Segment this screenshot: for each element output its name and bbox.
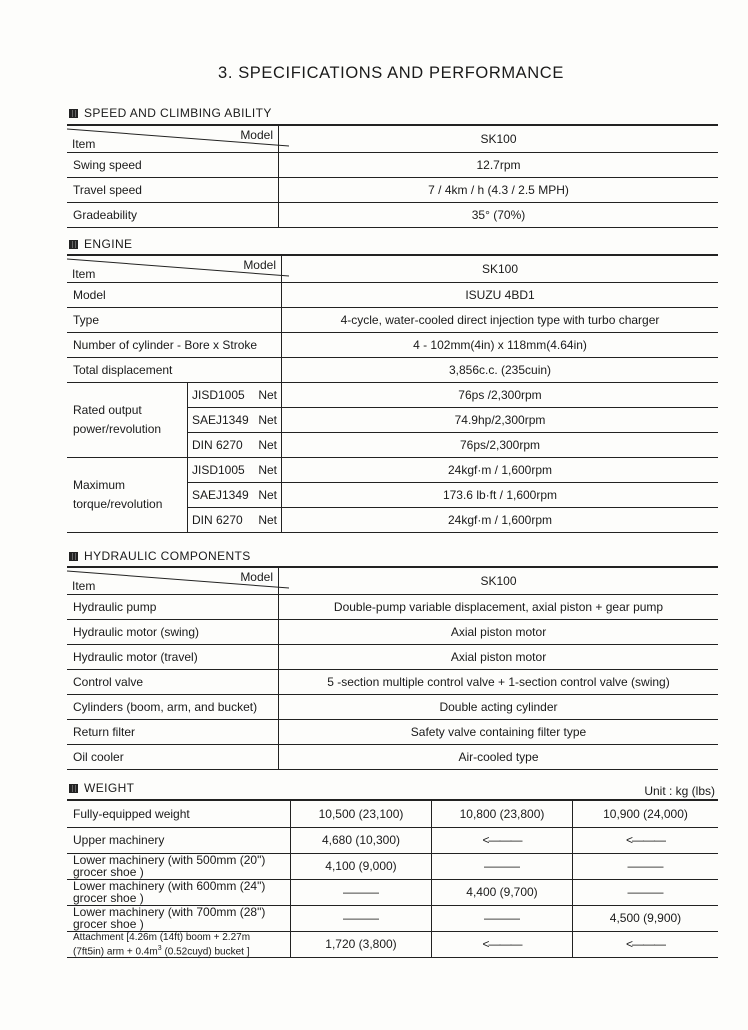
spec-row-label: Hydraulic motor (swing) <box>67 619 279 644</box>
weight-row-label: Lower machinery (with 700mm (28") grocer shoe ) <box>67 905 291 931</box>
spec-row-label: Model <box>67 282 282 307</box>
spec-row-label: Hydraulic motor (travel) <box>67 644 279 669</box>
weight-value: 4,680 (10,300) <box>291 827 432 853</box>
standard-code: SAEJ1349 <box>192 412 249 427</box>
attachment-label <box>67 931 291 957</box>
spec-row-label: Travel speed <box>67 177 279 202</box>
header-model-label: Model <box>240 570 273 584</box>
spec-row-label: Type <box>67 307 282 332</box>
same-as-left-arrow: <——— <box>573 931 719 957</box>
not-applicable-dash: ——— <box>291 879 432 905</box>
square-bullet-icon <box>69 552 78 561</box>
not-applicable-dash: ——— <box>573 853 719 879</box>
attachment-line-2: (7ft5in) arm + $0.4m^3$ (0.52cuyd) bucket ] <box>73 944 250 957</box>
engine-heading-text: ENGINE <box>84 237 133 251</box>
spec-row-value: 24kgf·m / 1,600rpm <box>282 457 719 482</box>
hydraulic-heading <box>69 549 251 563</box>
torque-standard-cell <box>188 482 282 507</box>
engine-header-item-model <box>67 255 282 282</box>
spec-row-label: Return filter <box>67 719 279 744</box>
header-item-label: Item <box>72 578 96 593</box>
hydraulic-table <box>67 566 718 770</box>
net-label: Net <box>258 412 277 427</box>
header-model-label: Model <box>243 258 276 272</box>
speed-heading <box>69 106 272 120</box>
spec-row-value: 74.9hp/2,300rpm <box>282 407 719 432</box>
weight-value: 10,500 (23,100) <box>291 800 432 827</box>
weight-row-label: Upper machinery <box>67 827 291 853</box>
square-bullet-icon <box>69 784 78 793</box>
speed-header-model-value: SK100 <box>279 125 719 152</box>
attachment-line-1: Attachment [4.26m (14ft) boom + 2.27m <box>73 931 251 943</box>
header-model-label: Model <box>240 128 273 142</box>
weight-row-label: Lower machinery (with 600mm (24") grocer shoe ) <box>67 879 291 905</box>
spec-row-value: Axial piston motor <box>279 619 719 644</box>
weight-value: 1,720 (3,800) <box>291 931 432 957</box>
spec-row-value: Axial piston motor <box>279 644 719 669</box>
square-bullet-icon <box>69 109 78 118</box>
speed-header-item-model <box>67 125 279 152</box>
spec-row-label: Oil cooler <box>67 744 279 769</box>
not-applicable-dash: ——— <box>432 905 573 931</box>
spec-row-label: Gradeability <box>67 202 279 227</box>
spec-row-value: 76ps/2,300rpm <box>282 432 719 457</box>
weight-heading <box>69 781 134 795</box>
header-item-label: Item <box>72 136 96 151</box>
same-as-left-arrow: <——— <box>432 827 573 853</box>
rated-standard-cell <box>188 432 282 457</box>
weight-row-label: Fully-equipped weight <box>67 800 291 827</box>
spec-row-label: Total displacement <box>67 357 282 382</box>
weight-row-label: Lower machinery (with 500mm (20") grocer shoe ) <box>67 853 291 879</box>
max-torque-label: Maximum torque/revolution <box>67 457 188 532</box>
spec-row-value: 76ps /2,300rpm <box>282 382 719 407</box>
rated-standard-cell <box>188 407 282 432</box>
spec-row-label: Swing speed <box>67 152 279 177</box>
same-as-left-arrow: <——— <box>573 827 719 853</box>
net-label: Net <box>258 512 277 527</box>
net-label: Net <box>258 387 277 402</box>
not-applicable-dash: ——— <box>291 905 432 931</box>
spec-row-value: 173.6 lb·ft / 1,600rpm <box>282 482 719 507</box>
standard-code: DIN 6270 <box>192 512 243 527</box>
spec-row-label: Hydraulic pump <box>67 594 279 619</box>
engine-header-model-value: SK100 <box>282 255 719 282</box>
standard-code: JISD1005 <box>192 387 245 402</box>
spec-row-value: 4-cycle, water-cooled direct injection type with turbo charger <box>282 307 719 332</box>
torque-standard-cell <box>188 457 282 482</box>
net-label: Net <box>258 487 277 502</box>
spec-row-value: Double-pump variable displacement, axial piston + gear pump <box>279 594 719 619</box>
torque-standard-cell <box>188 507 282 532</box>
page-title: 3. SPECIFICATIONS AND PERFORMANCE <box>218 64 564 82</box>
spec-row-label: Number of cylinder - Bore x Stroke <box>67 332 282 357</box>
net-label: Net <box>258 437 277 452</box>
same-as-left-arrow: <——— <box>432 931 573 957</box>
spec-row-value: 3,856c.c. (235cuin) <box>282 357 719 382</box>
standard-code: SAEJ1349 <box>192 487 249 502</box>
weight-table <box>67 799 718 958</box>
spec-row-value: 35° (70%) <box>279 202 719 227</box>
not-applicable-dash: ——— <box>432 853 573 879</box>
net-label: Net <box>258 462 277 477</box>
hydraulic-header-model-value: SK100 <box>279 567 719 594</box>
spec-row-value: Air-cooled type <box>279 744 719 769</box>
speed-table <box>67 124 718 228</box>
rated-output-label: Rated output power/revolution <box>67 382 188 457</box>
not-applicable-dash: ——— <box>573 879 719 905</box>
spec-row-value: ISUZU 4BD1 <box>282 282 719 307</box>
spec-row-value: Safety valve containing filter type <box>279 719 719 744</box>
standard-code: JISD1005 <box>192 462 245 477</box>
engine-table <box>67 254 718 533</box>
spec-row-label: Cylinders (boom, arm, and bucket) <box>67 694 279 719</box>
spec-row-value: 4 - 102mm(4in) x 118mm(4.64in) <box>282 332 719 357</box>
hydraulic-header-item-model <box>67 567 279 594</box>
weight-heading-text: WEIGHT <box>84 781 135 795</box>
weight-value: 4,500 (9,900) <box>573 905 719 931</box>
weight-value: 10,900 (24,000) <box>573 800 719 827</box>
spec-row-value: 24kgf·m / 1,600rpm <box>282 507 719 532</box>
spec-row-value: 5 -section multiple control valve + 1-section control valve (swing) <box>279 669 719 694</box>
spec-row-label: Control valve <box>67 669 279 694</box>
rated-standard-cell <box>188 382 282 407</box>
hydraulic-heading-text: HYDRAULIC COMPONENTS <box>84 549 251 563</box>
standard-code: DIN 6270 <box>192 437 243 452</box>
spec-row-value: 12.7rpm <box>279 152 719 177</box>
weight-value: 4,100 (9,000) <box>291 853 432 879</box>
header-item-label: Item <box>72 266 96 281</box>
square-bullet-icon <box>69 240 78 249</box>
spec-row-value: 7 / 4km / h (4.3 / 2.5 MPH) <box>279 177 719 202</box>
engine-heading <box>69 237 132 251</box>
weight-value: 4,400 (9,700) <box>432 879 573 905</box>
weight-value: 10,800 (23,800) <box>432 800 573 827</box>
speed-heading-text: SPEED AND CLIMBING ABILITY <box>84 106 272 120</box>
spec-row-value: Double acting cylinder <box>279 694 719 719</box>
weight-unit-label: Unit : kg (lbs) <box>644 784 715 798</box>
